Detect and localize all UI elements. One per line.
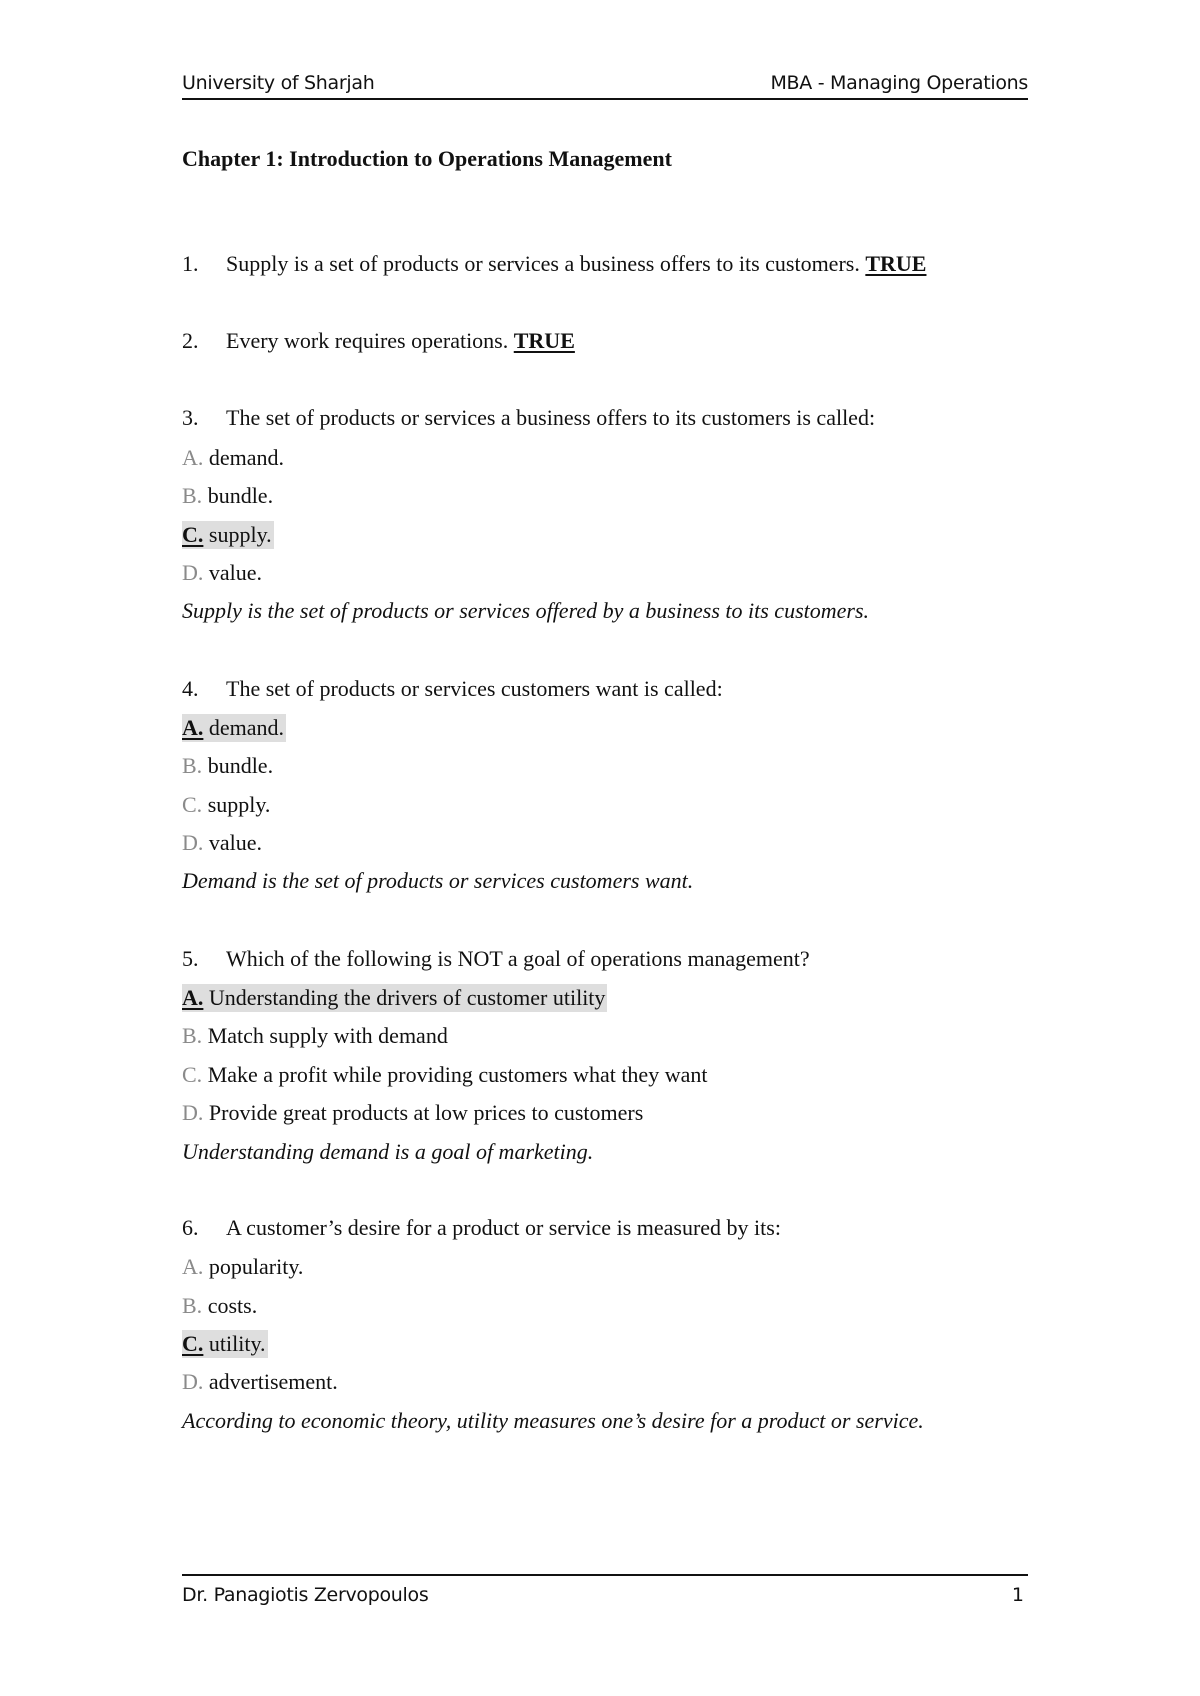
- question-text: The set of products or services a business offers to its customers is called:: [226, 405, 876, 430]
- question-number: 5.: [182, 946, 199, 971]
- option-text: advertisement.: [203, 1369, 338, 1394]
- question-3-option-c: [182, 521, 274, 549]
- question-6-option-c: [182, 1330, 268, 1358]
- option-text: costs.: [202, 1293, 258, 1318]
- correct-option-highlight: [182, 714, 286, 742]
- question-number: 2.: [182, 328, 199, 353]
- question-5-option-b: [182, 1022, 448, 1050]
- option-letter: A.: [182, 445, 204, 470]
- option-letter: D.: [182, 1369, 204, 1394]
- option-text: Match supply with demand: [202, 1023, 448, 1048]
- page-header: [182, 70, 1028, 100]
- question-4-option-a: [182, 714, 286, 742]
- option-text: utility.: [203, 1331, 266, 1356]
- question-5-explanation: Understanding demand is a goal of marketing.: [182, 1139, 594, 1164]
- option-text: Understanding the drivers of customer utility: [203, 985, 606, 1010]
- option-text: demand.: [203, 715, 285, 740]
- chapter-title: Chapter 1: Introduction to Operations Management: [182, 146, 672, 171]
- option-letter: C.: [182, 1062, 203, 1087]
- option-text: supply.: [202, 792, 271, 817]
- question-6-option-d: [182, 1368, 338, 1396]
- option-letter: D.: [182, 560, 204, 585]
- question-text: Which of the following is NOT a goal of operations management?: [226, 946, 810, 971]
- question-3-option-d: [182, 559, 262, 587]
- footer-author: Dr. Panagiotis Zervopoulos: [182, 1584, 429, 1606]
- question-6-explanation: According to economic theory, utility measures one’s desire for a product or service.: [182, 1408, 924, 1433]
- question-number: 1.: [182, 251, 199, 276]
- option-letter: B.: [182, 753, 203, 778]
- question-3-option-b: [182, 482, 273, 510]
- question-5-option-c: [182, 1061, 707, 1089]
- question-3-option-a: [182, 444, 284, 472]
- option-text: demand.: [203, 445, 285, 470]
- option-text: Provide great products at low prices to customers: [203, 1100, 644, 1125]
- option-letter: C.: [182, 1331, 204, 1356]
- question-text: Supply is a set of products or services a business offers to its customers.: [226, 251, 860, 276]
- option-text: supply.: [203, 522, 272, 547]
- option-letter: C.: [182, 522, 204, 547]
- question-5-option-d: [182, 1099, 643, 1127]
- question-number: 3.: [182, 405, 199, 430]
- correct-option-highlight: [182, 521, 274, 549]
- question-4: [182, 675, 723, 703]
- question-5: [182, 945, 810, 973]
- option-letter: D.: [182, 830, 204, 855]
- question-answer: TRUE: [865, 251, 927, 276]
- option-letter: A.: [182, 1254, 204, 1279]
- question-answer: TRUE: [513, 328, 575, 353]
- question-text: Every work requires operations.: [226, 328, 509, 353]
- question-number: 4.: [182, 676, 199, 701]
- option-text: bundle.: [202, 483, 274, 508]
- question-text: The set of products or services customers want is called:: [226, 676, 723, 701]
- question-4-option-b: [182, 752, 273, 780]
- option-letter: C.: [182, 792, 203, 817]
- header-university: University of Sharjah: [182, 72, 375, 94]
- question-4-explanation: Demand is the set of products or services customers want.: [182, 868, 694, 893]
- correct-option-highlight: [182, 984, 607, 1012]
- option-text: value.: [203, 560, 263, 585]
- question-3: [182, 404, 875, 432]
- option-text: bundle.: [202, 753, 274, 778]
- option-letter: B.: [182, 1023, 203, 1048]
- question-number: 6.: [182, 1215, 199, 1240]
- correct-option-highlight: [182, 1330, 268, 1358]
- option-letter: B.: [182, 483, 203, 508]
- option-text: Make a profit while providing customers what they want: [202, 1062, 708, 1087]
- option-letter: A.: [182, 715, 204, 740]
- question-text: A customer’s desire for a product or service is measured by its:: [226, 1215, 781, 1240]
- option-letter: B.: [182, 1293, 203, 1318]
- option-letter: D.: [182, 1100, 204, 1125]
- question-2: [182, 327, 575, 355]
- question-3-explanation: Supply is the set of products or services offered by a business to its customers.: [182, 598, 870, 623]
- question-4-option-c: [182, 791, 270, 819]
- question-6-option-b: [182, 1292, 257, 1320]
- option-text: value.: [203, 830, 263, 855]
- header-course: MBA - Managing Operations: [770, 72, 1028, 94]
- page-footer: [182, 1574, 1028, 1616]
- question-4-option-d: [182, 829, 262, 857]
- question-6-option-a: [182, 1253, 303, 1281]
- question-5-option-a: [182, 984, 607, 1012]
- option-letter: A.: [182, 985, 204, 1010]
- question-1: [182, 250, 926, 278]
- page-number: 1: [1011, 1584, 1024, 1606]
- question-6: [182, 1214, 781, 1242]
- option-text: popularity.: [203, 1254, 304, 1279]
